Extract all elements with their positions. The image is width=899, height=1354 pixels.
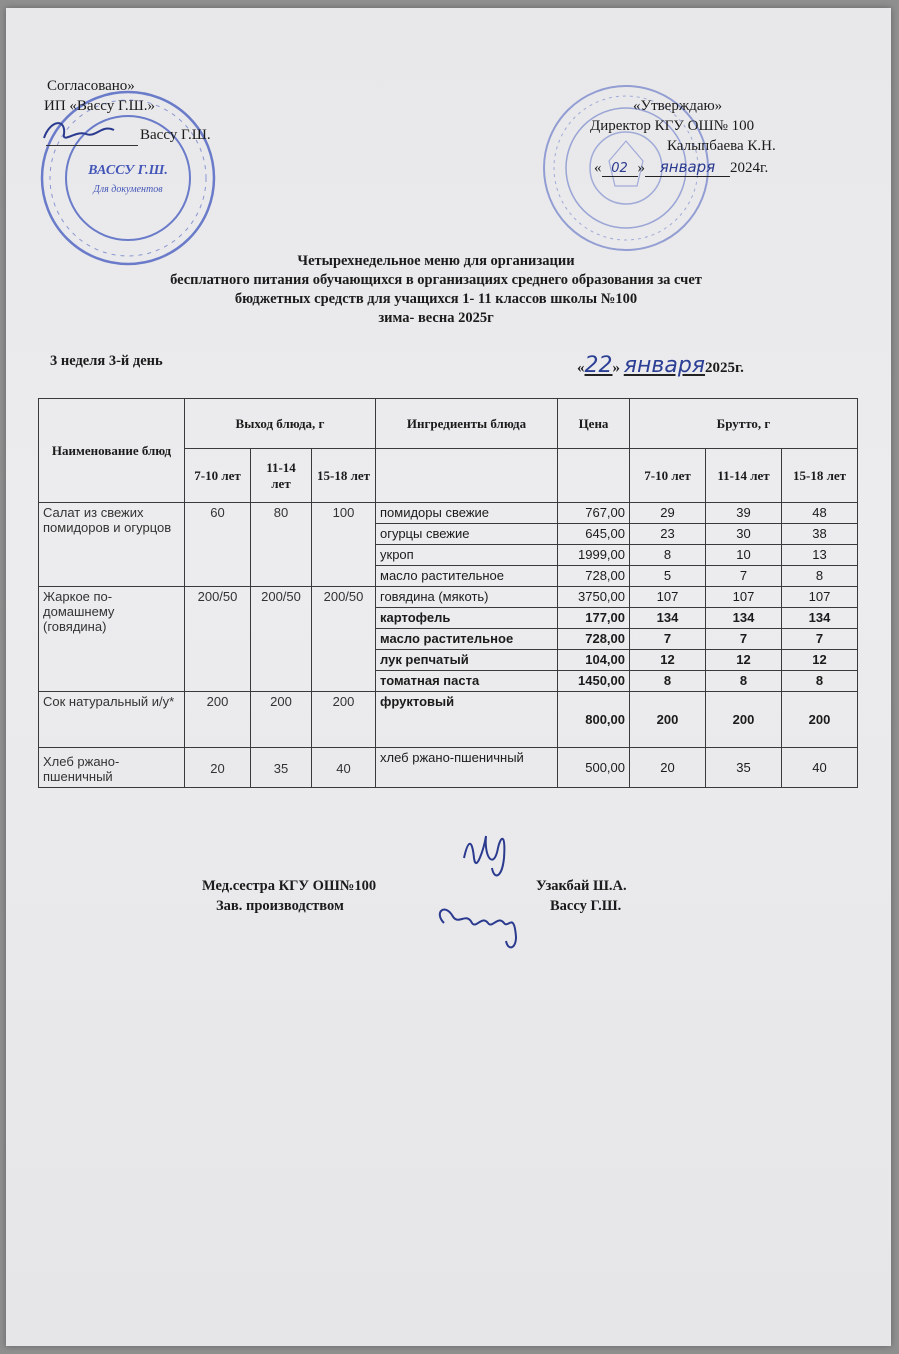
ingredient-name: говядина (мякоть) — [376, 587, 558, 608]
table-row — [39, 503, 858, 524]
ingredient-price: 1450,00 — [558, 671, 630, 692]
ingredient-name: картофель — [376, 608, 558, 629]
gross-7-10: 5 — [630, 566, 706, 587]
gross-15-18: 40 — [782, 748, 858, 788]
ingredient-price: 645,00 — [558, 524, 630, 545]
header-ingredients: Ингредиенты блюда — [376, 399, 558, 449]
gross-11-14: 35 — [706, 748, 782, 788]
ingredient-price: 3750,00 — [558, 587, 630, 608]
header-gross: Брутто, г — [630, 399, 858, 449]
dish-output-7-10: 20 — [185, 748, 251, 788]
header-age-11-14: 11-14 лет — [251, 449, 312, 503]
dish-output-15-18: 100 — [312, 503, 376, 587]
ingredient-name: помидоры свежие — [376, 503, 558, 524]
gross-15-18: 134 — [782, 608, 858, 629]
dish-output-11-14: 80 — [251, 503, 312, 587]
menu-date: «22» января2025г. — [577, 353, 744, 378]
document-page — [6, 8, 891, 1346]
gross-7-10: 134 — [630, 608, 706, 629]
ingredient-price: 767,00 — [558, 503, 630, 524]
title-line-4: зима- весна 2025г — [378, 310, 494, 326]
confirm-date-day: 02 — [602, 161, 638, 177]
ingredient-price: 728,00 — [558, 566, 630, 587]
ingredient-price: 177,00 — [558, 608, 630, 629]
approved-signature — [36, 108, 156, 158]
header-age-7-10: 7-10 лет — [185, 449, 251, 503]
header-age-15-18: 15-18 лет — [312, 449, 376, 503]
ingredient-name: масло растительное — [376, 566, 558, 587]
nurse-signature — [454, 818, 524, 888]
gross-7-10: 20 — [630, 748, 706, 788]
ingredient-name: лук репчатый — [376, 650, 558, 671]
gross-11-14: 200 — [706, 692, 782, 748]
gross-11-14: 107 — [706, 587, 782, 608]
dish-name: Сок натуральный и/у* — [39, 692, 185, 748]
ingredient-price: 728,00 — [558, 629, 630, 650]
ingredient-name: огурцы свежие — [376, 524, 558, 545]
title-line-2: бесплатного питания обучающихся в организациях среднего образования за счет — [170, 272, 702, 288]
gross-15-18: 48 — [782, 503, 858, 524]
dish-output-11-14: 35 — [251, 748, 312, 788]
gross-7-10: 23 — [630, 524, 706, 545]
gross-7-10: 107 — [630, 587, 706, 608]
dish-output-7-10: 200/50 — [185, 587, 251, 692]
dish-output-15-18: 200/50 — [312, 587, 376, 692]
header-gross-11-14: 11-14 лет — [706, 449, 782, 503]
ingredient-price: 800,00 — [558, 692, 630, 748]
gross-11-14: 7 — [706, 629, 782, 650]
header-gross-15-18: 15-18 лет — [782, 449, 858, 503]
gross-15-18: 7 — [782, 629, 858, 650]
menu-date-month: января — [623, 353, 706, 378]
document-title — [6, 252, 866, 328]
footer-production-name: Вассу Г.Ш. — [550, 898, 622, 914]
gross-15-18: 107 — [782, 587, 858, 608]
ingredient-name: укроп — [376, 545, 558, 566]
gross-7-10: 7 — [630, 629, 706, 650]
dish-output-11-14: 200/50 — [251, 587, 312, 692]
ingredient-name: томатная паста — [376, 671, 558, 692]
dish-name: Хлеб ржано-пшеничный — [39, 748, 185, 788]
dish-name: Салат из свежих помидоров и огурцов — [39, 503, 185, 587]
confirm-name: Калыпбаева К.Н. — [667, 138, 776, 154]
gross-15-18: 38 — [782, 524, 858, 545]
table-row — [39, 748, 858, 788]
gross-11-14: 8 — [706, 671, 782, 692]
ingredient-name: масло растительное — [376, 629, 558, 650]
dish-output-15-18: 40 — [312, 748, 376, 788]
header-ingredients-empty — [376, 449, 558, 503]
gross-7-10: 29 — [630, 503, 706, 524]
header-price-empty — [558, 449, 630, 503]
gross-15-18: 200 — [782, 692, 858, 748]
gross-11-14: 7 — [706, 566, 782, 587]
header-output: Выход блюда, г — [185, 399, 376, 449]
approved-org: ИП «Вассу Г.Ш.» — [44, 98, 156, 114]
header-price: Цена — [558, 399, 630, 449]
gross-11-14: 12 — [706, 650, 782, 671]
gross-11-14: 39 — [706, 503, 782, 524]
gross-7-10: 200 — [630, 692, 706, 748]
gross-7-10: 12 — [630, 650, 706, 671]
week-day-label: 3 неделя 3-й день — [50, 353, 163, 369]
gross-15-18: 12 — [782, 650, 858, 671]
header-gross-7-10: 7-10 лет — [630, 449, 706, 503]
gross-15-18: 13 — [782, 545, 858, 566]
approved-label: Согласовано» — [47, 78, 135, 94]
table-row — [39, 692, 858, 748]
ingredient-price: 104,00 — [558, 650, 630, 671]
dish-output-15-18: 200 — [312, 692, 376, 748]
menu-date-day: 22 — [584, 353, 613, 378]
menu-table — [38, 398, 858, 788]
header-dish: Наименование блюд — [39, 399, 185, 503]
gross-11-14: 134 — [706, 608, 782, 629]
stamp-name-text: ВАССУ Г.Ш. — [88, 163, 168, 178]
footer-production-label: Зав. производством — [216, 898, 344, 914]
stamp-caption-text: Для документов — [93, 184, 163, 195]
title-line-3: бюджетных средств для учащихся 1- 11 классов школы №100 — [234, 291, 638, 307]
dish-output-7-10: 60 — [185, 503, 251, 587]
ingredient-price: 1999,00 — [558, 545, 630, 566]
gross-11-14: 30 — [706, 524, 782, 545]
gross-7-10: 8 — [630, 545, 706, 566]
footer-nurse-label: Мед.сестра КГУ ОШ№100 — [202, 878, 377, 894]
footer-nurse-name: Узакбай Ш.А. — [536, 878, 627, 894]
dish-output-11-14: 200 — [251, 692, 312, 748]
ingredient-name: фруктовый — [376, 692, 558, 748]
production-signature — [430, 893, 530, 953]
ingredient-name: хлеб ржано-пшеничный — [376, 748, 558, 788]
gross-15-18: 8 — [782, 671, 858, 692]
gross-7-10: 8 — [630, 671, 706, 692]
gross-15-18: 8 — [782, 566, 858, 587]
confirm-date-month: января — [645, 158, 730, 177]
dish-name: Жаркое по-домашнему (говядина) — [39, 587, 185, 692]
approved-name: Вассу Г.Ш. — [140, 127, 211, 143]
confirm-date: « 02 » января 2024г. — [594, 158, 769, 176]
dish-output-7-10: 200 — [185, 692, 251, 748]
confirm-position: Директор КГУ ОШ№ 100 — [590, 118, 755, 134]
table-row — [39, 587, 858, 608]
confirm-label: «Утверждаю» — [633, 98, 723, 114]
ingredient-price: 500,00 — [558, 748, 630, 788]
title-line-1: Четырехнедельное меню для организации — [297, 253, 575, 269]
gross-11-14: 10 — [706, 545, 782, 566]
